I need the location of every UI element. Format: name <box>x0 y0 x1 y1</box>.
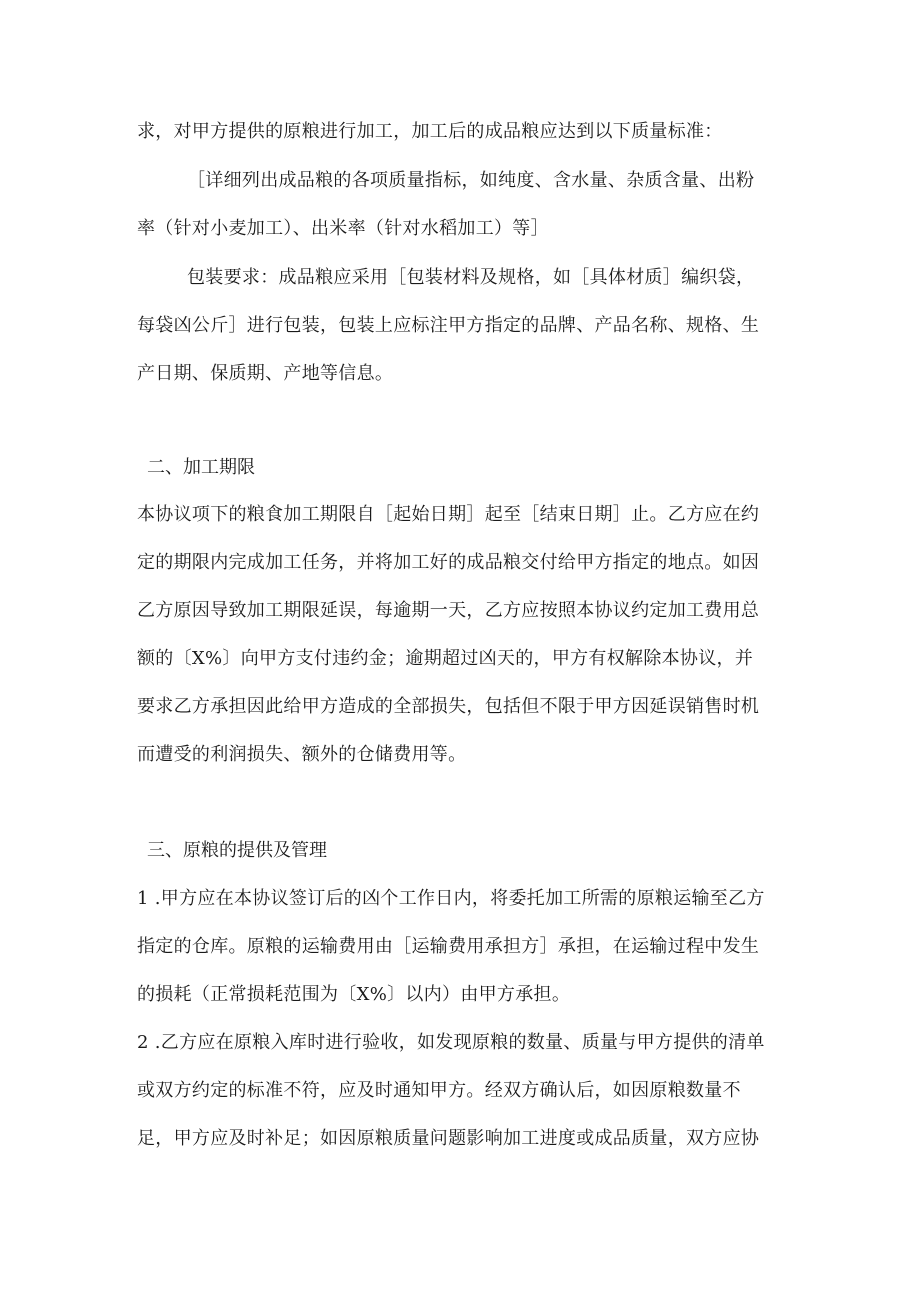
section-heading: 三、原粮的提供及管理 <box>147 840 327 861</box>
paragraph-line: 或双方约定的标准不符，应及时通知甲方。经双方确认后，如因原粮数量不 <box>137 1080 741 1101</box>
paragraph-line: 产日期、保质期、产地等信息。 <box>137 363 394 384</box>
paragraph-line: 乙方原因导致加工期限延误，每逾期一天，乙方应按照本协议约定加工费用总 <box>137 600 760 621</box>
paragraph-line: 足，甲方应及时补足；如因原粮质量问题影响加工进度或成品质量，双方应协 <box>137 1128 760 1149</box>
paragraph-line: 本协议项下的粮食加工期限自［起始日期］起至［结束日期］止。乙方应在约 <box>137 504 760 525</box>
paragraph-line: 指定的仓库。原粮的运输费用由［运输费用承担方］承担，在运输过程中发生 <box>137 936 760 957</box>
paragraph-line: 定的期限内完成加工任务，并将加工好的成品粮交付给甲方指定的地点。如因 <box>137 552 760 573</box>
paragraph-line: 而遭受的利润损失、额外的仓储费用等。 <box>137 744 467 765</box>
paragraph-line: 求，对甲方提供的原粮进行加工，加工后的成品粮应达到以下质量标准： <box>137 121 723 142</box>
paragraph-line: 每袋凶公斤］进行包装，包装上应标注甲方指定的品牌、产品名称、规格、生 <box>137 315 760 336</box>
paragraph-line: 1 .甲方应在本协议签订后的凶个工作日内，将委托加工所需的原粮运输至乙方 <box>137 888 765 909</box>
paragraph-line: 率（针对小麦加工）、出米率（针对水稻加工）等］ <box>137 218 549 239</box>
section-heading: 二、加工期限 <box>147 457 255 478</box>
paragraph-line: 要求乙方承担因此给甲方造成的全部损失，包括但不限于甲方因延误销售时机 <box>137 696 760 717</box>
paragraph-line: 包装要求：成品粮应采用［包装材料及规格，如［具体材质］编织袋， <box>187 267 755 288</box>
paragraph-line: 的损耗（正常损耗范围为〔X%〕以内）由甲方承担。 <box>137 984 571 1005</box>
paragraph-line: 额的〔X%〕向甲方支付违约金；逾期超过凶天的，甲方有权解除本协议，并 <box>137 648 754 669</box>
paragraph-line: 2 .乙方应在原粮入库时进行验收，如发现原粮的数量、质量与甲方提供的清单 <box>137 1032 765 1053</box>
paragraph-line: ［详细列出成品粮的各项质量指标，如纯度、含水量、杂质含量、出粉 <box>187 170 755 191</box>
